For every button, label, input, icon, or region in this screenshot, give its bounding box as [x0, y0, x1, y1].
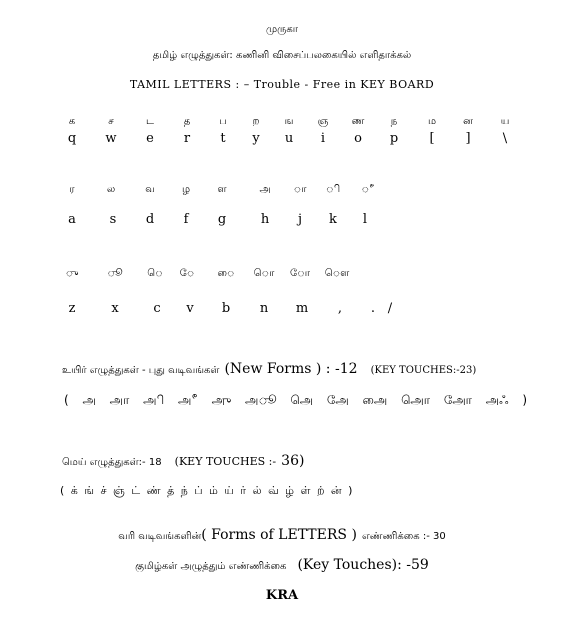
signature: KRA [265, 588, 299, 603]
row2-keys [0, 212, 564, 232]
tamil-letter: ன [463, 116, 473, 127]
row3-keys [0, 301, 564, 321]
murugaa-heading: முருகா [266, 24, 298, 35]
tamil-sign: ே [179, 268, 195, 279]
tamil-letter: ற [252, 116, 260, 127]
tamil-letter: ட [146, 116, 154, 127]
key-letter: o [354, 131, 362, 146]
key-letter: v [186, 301, 194, 316]
forms-tamil-prefix: வரி வடிவங்களின் [118, 531, 202, 542]
key-letter: h [260, 212, 270, 227]
tamil-sign: ூ [107, 268, 123, 279]
key-letter: e [146, 131, 154, 146]
key-letter: \ [502, 131, 508, 146]
tamil-sign: ு [65, 268, 79, 279]
tamil-letter: ங [284, 116, 294, 127]
mey-key-touches-value: 36) [281, 453, 305, 469]
key-letter: w [105, 131, 117, 146]
tamil-letter: ல [106, 184, 116, 195]
key-letter: k [329, 212, 337, 227]
tamil-letter: ய [500, 116, 510, 127]
key-letter: s [109, 212, 117, 227]
forms-english: ( Forms of LETTERS ) [201, 527, 357, 543]
key-letter: x [111, 301, 119, 316]
key-letter: c [153, 301, 161, 316]
mey-label-tamil: மெய் எழுத்துகள்:- 18 [62, 457, 162, 468]
key-letter: j [297, 212, 303, 227]
key-letter: f [183, 212, 189, 227]
tamil-sign: ொ [253, 268, 275, 279]
uyir-forms: ( அ அா அி அீ அு அூ அெ அே அை அொ அோ அஃ ) [64, 393, 528, 407]
key-letter: . [370, 301, 376, 316]
tamil-letter: ர [69, 184, 75, 195]
uyir-label-tamil: உயிர் எழுத்துகள் - புது வடிவங்கள் [62, 365, 220, 376]
row1-keys [0, 131, 564, 151]
tamil-letter: ச [108, 116, 114, 127]
subtitle-english: TAMIL LETTERS : – Trouble - Free in KEY BOARD [129, 78, 435, 91]
touches-tamil: குமிழ்கள் அழுத்தும் எண்ணிக்கை [135, 561, 287, 572]
tamil-letter: ள [217, 184, 227, 195]
tamil-letter: த [183, 116, 191, 127]
key-letter: z [68, 301, 76, 316]
mey-label [62, 450, 304, 469]
key-letter: r [183, 131, 191, 146]
tamil-sign: ௌ [324, 268, 350, 279]
row2-tamil [0, 184, 564, 204]
tamil-letter: ா [293, 184, 307, 195]
uyir-label [62, 358, 476, 377]
tamil-sign: ெ [147, 268, 163, 279]
tamil-letter: ம [427, 116, 437, 127]
tamil-letter: அ [259, 184, 271, 195]
subtitle-tamil: தமிழ் எழுத்துகள்: கணினி விசைப்பலகையில் எளிதாக்கல் [152, 50, 412, 61]
tamil-letter: ழ [181, 184, 191, 195]
key-letter: y [252, 131, 260, 146]
forms-count-line [0, 524, 564, 543]
key-letter: p [389, 131, 399, 146]
forms-tamil-suffix: எண்ணிக்கை :- 30 [362, 531, 446, 542]
tamil-letter: ஞ [317, 116, 329, 127]
key-letter: g [217, 212, 227, 227]
key-letter: i [320, 131, 326, 146]
tamil-letter: ண [351, 116, 365, 127]
touches-count-line [0, 554, 564, 573]
key-letter: d [145, 212, 155, 227]
tamil-sign: ோ [290, 268, 310, 279]
row3-tamil [0, 268, 564, 288]
key-letter: a [68, 212, 76, 227]
uyir-key-touches: (KEY TOUCHES:-23) [370, 365, 477, 376]
key-letter: t [220, 131, 226, 146]
key-letter: ] [465, 131, 471, 146]
key-letter: / [387, 301, 393, 316]
key-letter: q [67, 131, 77, 146]
key-letter: , [337, 301, 343, 316]
key-letter: n [259, 301, 269, 316]
uyir-label-english: (New Forms ) : -12 [224, 361, 358, 377]
tamil-letter: ி [325, 184, 341, 195]
tamil-letter: ந [390, 116, 398, 127]
key-letter: u [284, 131, 294, 146]
key-letter: b [221, 301, 231, 316]
tamil-letter: வ [145, 184, 155, 195]
key-letter: [ [429, 131, 435, 146]
touches-english: (Key Touches): -59 [297, 557, 429, 573]
key-letter: m [295, 301, 309, 316]
tamil-letter: க [68, 116, 76, 127]
key-letter: l [362, 212, 368, 227]
tamil-sign: ை [217, 268, 235, 279]
tamil-letter: ப [219, 116, 227, 127]
mey-letters: ( க் ங் ச் ஞ் ட் ண் த் ந் ப் ம் ய் ர் ல் வ் ழ் ள் ற் ன் ) [60, 484, 353, 497]
tamil-letter: ீ [361, 184, 375, 195]
mey-key-touches-label: (KEY TOUCHES :- [174, 455, 277, 468]
